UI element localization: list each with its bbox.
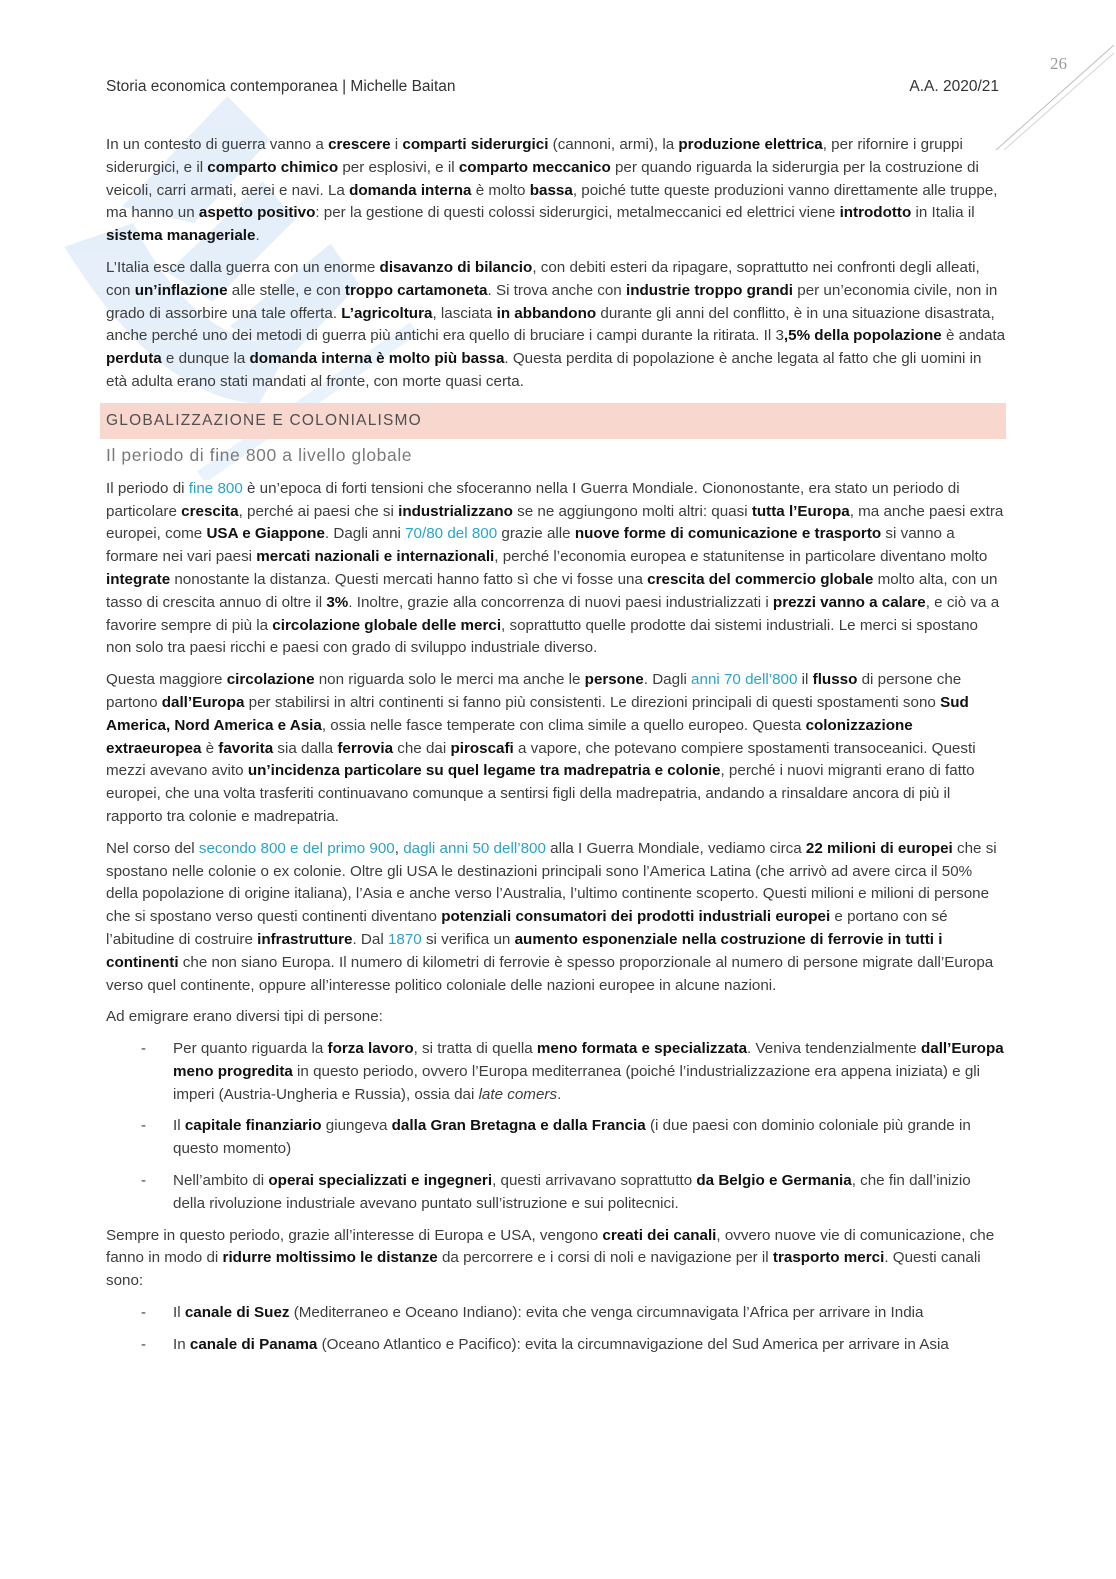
paragraph-late-800: Il periodo di fine 800 è un’epoca di forti tensioni che sfoceranno nella I Guerra Mondiale. Ciononostante, era stato un periodo di particolare crescita, perché ai paesi che si industrializzano se ne aggiungono molti altri: quasi tutta l’Europa, ma anche paesi extra europei, come USA e Giappone. Dagli anni 70/80 del 800 grazie alle nuove forme di comunicazione e trasporto si vanno a formare nei vari paesi mercati nazionali e internazionali, perché l’economia europea e statunitense in particolare diventano molto integrate nonostante la distanza. Questi mercati hanno fatto sì che vi fosse una crescita del commercio globale molto alta, con un tasso di crescita annuo di oltre il 3%. Inoltre, grazie alla concorrenza di nuovi paesi industrializzati i prezzi vanno a calare, e ciò va a favorire sempre di più la circolazione globale delle merci, soprattutto quelle prodotte dai sistemi industriali. Le merci si spostano non solo tra paesi ricchi e paesi con grado di sviluppo industriale diverso.: [106, 479, 1004, 657]
paragraph-postwar-italy: L’Italia esce dalla guerra con un enorme disavanzo di bilancio, con debiti esteri da ripagare, soprattutto nei confronti degli alleati, con un’inflazione alle stelle, e con troppo cartamoneta. Si trova anche con industrie troppo grandi per un’economia civile, non in grado di assorbire una tale offerta. L’agricoltura, lasciata in abbandono durante gli anni del conflitto, è in una situazione disastrata, anche perché uno dei metodi di guerra più antichi era quello di bruciare i campi durante la ritirata. Il 3,5% della popolazione è andata perduta e dunque la domanda interna è molto più bassa. Questa perdita di popolazione è anche legata al fatto che gli uomini in età adulta erano stati mandati al fronte, con morte quasi certa.: [106, 258, 1006, 390]
header-title: Storia economica contemporanea | Michelle Baitan: [106, 78, 456, 95]
paragraph-emigrants-intro: Ad emigrare erano diversi tipi di persone:: [106, 1008, 383, 1026]
list-item: - Il capitale finanziario giungeva dalla Gran Bretagna e dalla Francia (i due paesi con dominio coloniale più grande in questo momento): [141, 1117, 971, 1158]
list-item: - Il canale di Suez (Mediterraneo e Oceano Indiano): evita che venga circumnavigata l’Africa per arrivare in India: [141, 1304, 924, 1322]
list-item: - Nell’ambito di operai specializzati e ingegneri, questi arrivavano soprattutto da Belgio e Germania, che fin dall’inizio della rivoluzione industriale avevano puntato sull’istruzione e sui politecnici.: [141, 1172, 971, 1212]
page-corner-icon: [996, 0, 1116, 160]
page-number: 26: [1050, 54, 1067, 73]
section-subtitle: Il periodo di fine 800 a livello globale: [106, 444, 413, 465]
paragraph-war-industry: In un contesto di guerra vanno a crescere i comparti siderurgici (cannoni, armi), la produzione elettrica, per rifornire i gruppi siderurgici, e il comparto chimico per esplosivi, e il comparto meccanico per quando riguarda la siderurgia per la costruzione di veicoli, carri armati, aerei e navi. La domanda interna è molto bassa, poiché tutte queste produzioni vanno direttamente alle truppe, ma hanno un aspetto positivo: per la gestione di questi colossi siderurgici, metalmeccanici ed elettrici viene introdotto in Italia il sistema manageriale.: [106, 136, 998, 245]
paragraph-canals: Sempre in questo periodo, grazie all’interesse di Europa e USA, vengono creati dei canali, ovvero nuove vie di comunicazione, che fanno in modo di ridurre moltissimo le distanze da percorrere e i corsi di noli e navigazione per il trasporto merci. Questi canali sono:: [106, 1226, 995, 1290]
paragraph-migration: Questa maggiore circolazione non riguarda solo le merci ma anche le persone. Dagli anni 70 dell’800 il flusso di persone che partono dall’Europa per stabilirsi in altri continenti si fanno più consistenti. Le direzioni principali di questi spostamenti sono Sud America, Nord America e Asia, ossia nelle fasce temperate con clima simile a quello europeo. Questa colonizzazione extraeuropea è favorita sia dalla ferrovia che dai piroscafi a vapore, che potevano compiere spostamenti transoceanici. Questi mezzi avevano avito un’incidenza particolare su quel legame tra madrepatria e colonie, perché i nuovi migranti erano di fatto europei, che una volta trasferiti continuavano comunque a sentirsi figli della madrepatria, andando a rinsaldare ancora di più il rapporto tra colonie e madrepatria.: [106, 671, 976, 825]
paragraph-22-million: Nel corso del secondo 800 e del primo 900, dagli anni 50 dell’800 alla I Guerra Mondiale, vediamo circa 22 milioni di europei che si spostano nelle colonie o ex colonie. Oltre gli USA le destinazioni principali sono l’America Latina (che arrivò ad avere circa il 50% della popolazione di origine italiana), l’Asia e anche verso l’Australia, l’ultimo continente scoperto. Questi milioni e milioni di persone che si spostano verso questi continenti diventano potenziali consumatori dei prodotti industriali europei e portano con sé l’abitudine di costruire infrastrutture. Dal 1870 si verifica un aumento esponenziale nella costruzione di ferrovie in tutti i continenti che non siano Europa. Il numero di kilometri di ferrovie è spesso proporzionale al numero di persone migrate dall’Europa verso quel continente, oppure all’interesse politico coloniale delle nazioni europee in alcune nazioni.: [106, 839, 997, 994]
list-item: - Per quanto riguarda la forza lavoro, si tratta di quella meno formata e specializzata. Veniva tendenzialmente dall’Europa meno progredita in questo periodo, ovvero l’Europa mediterranea (poiché l’industrializzazione era appena iniziata) e gli imperi (Austria-Ungheria e Russia), ossia dai late comers.: [141, 1040, 1004, 1103]
canals-list: [106, 1302, 1006, 1357]
list-item: - In canale di Panama (Oceano Atlantico e Pacifico): evita la circumnavigazione del Sud America per arrivare in Asia: [141, 1335, 949, 1353]
page-header: [106, 78, 999, 96]
section-heading: GLOBALIZZAZIONE E COLONIALISMO: [100, 403, 1006, 439]
document-body: [106, 134, 1006, 1366]
header-year: A.A. 2020/21: [909, 78, 999, 95]
emigrant-types-list: [106, 1038, 1006, 1216]
